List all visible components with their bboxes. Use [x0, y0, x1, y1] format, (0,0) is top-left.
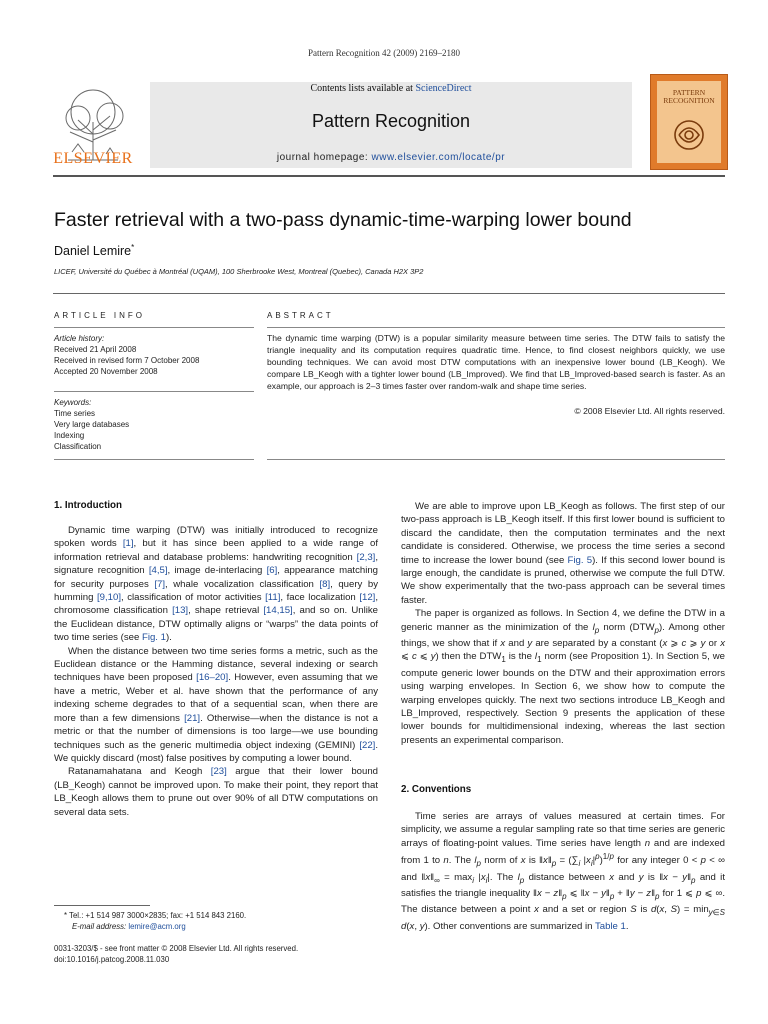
- citation-link[interactable]: [21]: [184, 712, 201, 724]
- citation-link[interactable]: [6]: [266, 565, 278, 577]
- homepage-prefix: journal homepage:: [276, 152, 372, 163]
- article-info-rule: [54, 327, 254, 328]
- footnote-phone: * Tel.: +1 514 987 3000×2835; fax: +1 514 843 2160.: [64, 911, 247, 920]
- abstract-copyright: © 2008 Elsevier Ltd. All rights reserved.: [574, 406, 725, 416]
- journal-citation: Pattern Recognition 42 (2009) 2169–2180: [308, 48, 460, 58]
- paragraph: Time series are arrays of values measured at certain times. For simplicity, we assume a regular sampling rate so that time series are generic arrays of floating-point values. Time series have length n and are indexed from 1 to n. The $l_p$ norm of x is $‖x‖_p = (\sum_i$ $|x_i|^p)^{1/p}$ for any integer 0 < p < ∞ and $‖x‖_\infty = \max_i |x_i|$. The $l_p$ distance between x and y is ‖x − $y‖_p$ and it satisfies the triangle inequality ‖x − $z‖_p$ ⩽ ‖x − $y‖_p$ + ‖y − $z‖_p$ for 1 ⩽ p ⩽ ∞. The distance between a point x and a set or region S is d(x, $S) = \min_{y\in S} d(x$, y). Other conventions are summarized in Table 1.: [401, 811, 726, 932]
- keywords-list: [54, 397, 254, 452]
- author-name: Daniel Lemire: [54, 244, 132, 259]
- title-rule: [53, 293, 725, 294]
- introduction-body: [54, 524, 378, 819]
- contents-prefix: Contents lists available at: [310, 83, 416, 94]
- footnote-rule: [54, 905, 150, 906]
- keywords-label: Keywords:: [54, 398, 92, 407]
- front-matter-doi: doi:10.1016/j.patcog.2008.11.030: [54, 955, 170, 964]
- table-link[interactable]: Table 1: [594, 920, 626, 932]
- citation-link[interactable]: [1]: [122, 538, 134, 550]
- keyword-item: Very large databases: [54, 420, 130, 429]
- keyword-item: Classification: [54, 442, 102, 451]
- abstract-text: The dynamic time warping (DTW) is a popular similarity measure between time series. The DTW fails to satisfy the triangle inequality and its computation requires quadratic time. Hence, to find closest neighbors quickly, we use bounding techniques. We can avoid most DTW computations with an inexpensive lower bound (LB_Keogh). We compare LB_Keogh with a tighter lower bound (LB_Improved). We find that LB_Improved-based search is faster. As an example, our approach is 2–3 times faster over random-walk and shape time series.: [267, 333, 725, 391]
- journal-cover-image: [650, 74, 728, 170]
- citation-link[interactable]: [2,3]: [356, 551, 376, 563]
- keyword-item: Time series: [54, 409, 96, 418]
- article-history: [54, 333, 254, 377]
- citation-link[interactable]: [22]: [359, 739, 376, 751]
- journal-name: Pattern Recognition: [311, 111, 471, 131]
- journal-homepage: [150, 152, 632, 163]
- section-heading-introduction: 1. Introduction: [54, 500, 123, 511]
- paragraph: The paper is organized as follows. In Section 4, we define the DTW in a generic manner as the minimization of the $l_p$ norm $(DTW_p)$. Among other things, we show that if x and y are separated by a constant (x ⩾ c ⩾ y or x ⩽ c ⩽ y) then the $DTW_1$ is the $l_1$ norm (see Proposition 1). In Section 5, we compute generic lower bounds on the DTW and their approximation errors using warping envelopes. In Section 6, we show how to compute the warping envelopes quickly. The next two sections introduce LB_Keogh and LB_Improved, respectively. Section 9 presents the application of these lower bounds for multidimensional indexing, whereas the last section presents an experimental comparison.: [401, 608, 726, 746]
- footnote-email-link[interactable]: lemire@acm.org: [128, 922, 186, 931]
- abstract-label: ABSTRACT: [267, 311, 334, 320]
- article-info-label: ARTICLE INFO: [54, 311, 145, 320]
- citation-link[interactable]: [16–20]: [196, 672, 229, 684]
- publisher-name: ELSEVIER: [53, 150, 133, 167]
- conventions-body: [401, 810, 725, 933]
- cover-emblem-icon: [669, 115, 709, 155]
- history-accepted: Accepted 20 November 2008: [54, 367, 158, 376]
- sciencedirect-link[interactable]: ScienceDirect: [415, 83, 472, 94]
- paragraph: When the distance between two time series forms a metric, such as the Euclidean distance or the Hamming distance, several indexing or search techniques have been proposed [16–20]. However, even assuming that we have a metric, Weber et al. have shown that the performance of any indexing scheme degrades to that of a sequential scan, when there are more than a few dimensions [21]. Otherwise—when the distance is not a metric or that the number of dimensions is too large—we use bounding techniques such as the generic multimedia object indexing (GEMINI) [22]. We quickly discard (most) false positives by computing a lower bound.: [54, 645, 379, 764]
- article-title: Faster retrieval with a two-pass dynamic-time-warping lower bound: [54, 209, 632, 231]
- citation-link[interactable]: [23]: [210, 766, 227, 778]
- cover-title-line-2: RECOGNITION: [663, 96, 715, 105]
- footnote-email-label: E-mail address:: [72, 922, 129, 931]
- abstract-rule: [267, 327, 725, 328]
- history-label: Article history:: [54, 334, 105, 343]
- figure-link[interactable]: Fig. 1: [141, 632, 166, 644]
- author-line: [54, 243, 134, 258]
- author-affiliation: LICEF, Université du Québec à Montréal (UQAM), 100 Sherbrooke West, Montreal (Quebec), Canada H2X 3P2: [54, 267, 424, 276]
- author-footnote-mark[interactable]: *: [131, 243, 135, 252]
- history-received: Received 21 April 2008: [54, 345, 137, 354]
- author-footnote: [64, 910, 246, 932]
- front-matter: [54, 943, 298, 965]
- abstract-bottom-rule: [267, 459, 725, 460]
- citation-link[interactable]: [14,15]: [263, 605, 293, 617]
- citation-link[interactable]: [9,10]: [97, 592, 122, 604]
- paragraph: We are able to improve upon LB_Keogh as follows. The first step of our two-pass approach is LB_Keogh itself. If this first lower bound is sufficient to discard the candidate, then the computation terminates and the next candidate is considered. Otherwise, we process the time series a second time to increase the lower bound (see Fig. 5). If this second lower bound is large enough, the candidate is pruned, otherwise we compute the full DTW. We show experimentally that the two-pass approach can be several times faster.: [401, 501, 725, 606]
- citation-link[interactable]: [13]: [172, 605, 189, 617]
- history-revised: Received in revised form 7 October 2008: [54, 356, 200, 365]
- introduction-body-continued: [401, 500, 725, 747]
- citation-link[interactable]: [8]: [319, 578, 331, 590]
- figure-link[interactable]: Fig. 5: [567, 554, 593, 566]
- citation-link[interactable]: [12]: [359, 592, 376, 604]
- paragraph: Ratanamahatana and Keogh [23] argue that their lower bound (LB_Keogh) cannot be improved upon. To make their point, they report that LB_Keogh allows them to prune out over 90% of all DTW computations on several data sets.: [54, 766, 378, 818]
- keyword-item: Indexing: [54, 431, 85, 440]
- citation-link[interactable]: [11]: [265, 592, 281, 604]
- contents-line: [150, 83, 632, 94]
- front-matter-issn: 0031-3203/$ - see front matter © 2008 Elsevier Ltd. All rights reserved.: [54, 944, 299, 953]
- cover-title-line-1: PATTERN: [672, 88, 706, 97]
- citation-link[interactable]: [7]: [154, 578, 166, 590]
- homepage-link[interactable]: www.elsevier.com/locate/pr: [371, 152, 506, 163]
- citation-link[interactable]: [4,5]: [148, 565, 168, 577]
- article-info-bottom-rule: [54, 459, 254, 460]
- header-rule: [53, 175, 725, 177]
- section-heading-conventions: 2. Conventions: [401, 784, 472, 795]
- paragraph: Dynamic time warping (DTW) was initially introduced to recognize spoken words [1], but it has since been applied to a wide range of information retrieval and database problems: handwriting recognition [2,3], signature recognition [4,5], image de-interlacing [6], appearance matching for security purposes [7], whale vocalization classification [8], query by humming [9,10], classification of motor activities [11], face localization [12], chromosome classification [13], shape retrieval [14,15], and so on. Unlike the Euclidean distance, DTW optimally aligns or “warps” the data points of two time series (see Fig. 1).: [54, 525, 379, 644]
- keywords-rule: [54, 391, 254, 392]
